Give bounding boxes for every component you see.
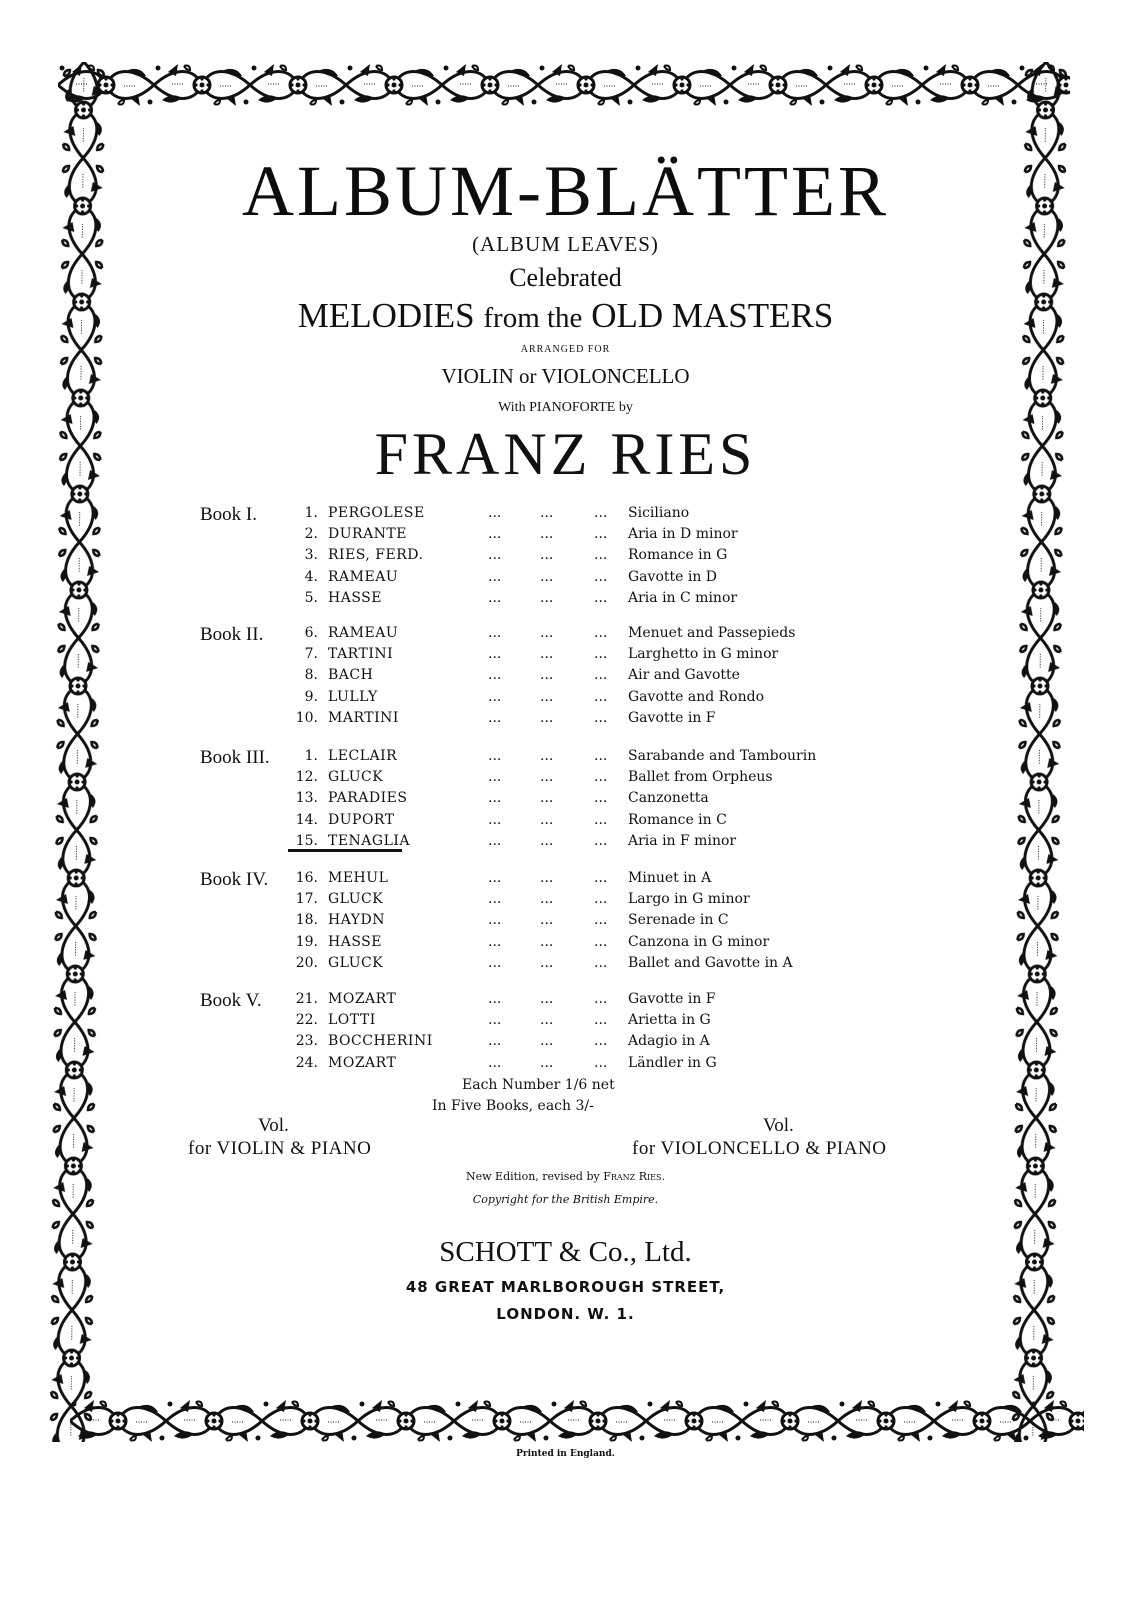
item-number: 21. <box>295 991 318 1007</box>
piece-title: Ballet and Gavotte in A <box>628 954 793 971</box>
leader-dots: ... <box>540 832 554 849</box>
leader-dots: ... <box>594 709 608 726</box>
leader-dots: ... <box>488 526 502 543</box>
arranger-name: FRANZ RIES <box>374 421 757 487</box>
composer-name: HAYDN <box>328 912 385 929</box>
piece-title: Gavotte in D <box>628 568 718 585</box>
composer-name: MARTINI <box>328 709 399 726</box>
vol-label-violin: Vol. <box>258 1115 289 1136</box>
leader-dots: ... <box>594 568 608 585</box>
leader-dots: ... <box>594 769 608 786</box>
leader-dots: ... <box>488 991 502 1007</box>
leader-dots: ... <box>594 790 608 807</box>
leader-dots: ... <box>594 933 608 950</box>
contents-row <box>0 1012 1131 1032</box>
composer-name: GLUCK <box>328 769 384 786</box>
book-label: Book II. <box>200 624 264 645</box>
leader-dots: ... <box>488 933 502 950</box>
leader-dots: ... <box>540 1012 554 1029</box>
publisher-name: SCHOTT & Co., Ltd. <box>439 1236 692 1268</box>
piece-title: Ländler in G <box>628 1054 717 1071</box>
contents-row <box>0 870 1131 890</box>
floral-vine-pattern-bottom <box>70 1398 1084 1442</box>
melodies-part2: from the <box>483 302 583 334</box>
edition-reviser: Franz Ries. <box>603 1170 665 1183</box>
piece-title: Canzona in G minor <box>628 933 770 950</box>
item-number: 23. <box>295 1033 318 1050</box>
pencil-underline-mark <box>288 849 402 852</box>
piece-title: Aria in C minor <box>628 589 738 606</box>
composer-name: LOTTI <box>328 1012 376 1029</box>
item-number: 9. <box>304 688 318 705</box>
vol-label-cello: Vol. <box>763 1115 794 1136</box>
leader-dots: ... <box>594 891 608 908</box>
contents-row <box>0 748 1131 768</box>
leader-dots: ... <box>540 991 554 1007</box>
celebrated-text: Celebrated <box>509 263 622 292</box>
item-number: 1. <box>304 505 318 521</box>
publisher-street: 48 GREAT MARLBOROUGH STREET, <box>405 1278 726 1296</box>
leader-dots: ... <box>488 568 502 585</box>
item-number: 18. <box>295 912 318 929</box>
leader-dots: ... <box>540 1054 554 1071</box>
composer-name: RIES, FERD. <box>328 547 424 564</box>
composer-name: BOCCHERINI <box>328 1033 433 1050</box>
leader-dots: ... <box>540 505 554 521</box>
item-number: 17. <box>295 891 318 908</box>
leader-dots: ... <box>540 870 554 886</box>
item-number: 2. <box>304 526 318 543</box>
leader-dots: ... <box>540 790 554 807</box>
piece-title: Romance in C <box>628 811 727 828</box>
leader-dots: ... <box>488 832 502 849</box>
leader-dots: ... <box>540 688 554 705</box>
piece-title: Siciliano <box>628 505 690 521</box>
contents-row <box>0 934 1131 954</box>
item-number: 7. <box>304 646 318 663</box>
book-label: Book I. <box>200 504 257 525</box>
piece-title: Gavotte and Rondo <box>628 688 765 705</box>
contents-row <box>0 1055 1131 1075</box>
item-number: 24. <box>295 1054 318 1071</box>
contents-row <box>0 955 1131 975</box>
item-number: 19. <box>295 933 318 950</box>
item-number: 8. <box>304 667 318 684</box>
leader-dots: ... <box>540 526 554 543</box>
piece-title: Largo in G minor <box>628 891 750 908</box>
composer-name: DUPORT <box>328 811 395 828</box>
leader-dots: ... <box>594 589 608 606</box>
melodies-heading <box>0 296 1131 336</box>
leader-dots: ... <box>594 912 608 929</box>
contents-row <box>0 590 1131 610</box>
piece-title: Gavotte in F <box>628 709 716 726</box>
leader-dots: ... <box>540 912 554 929</box>
leader-dots: ... <box>594 667 608 684</box>
edition-note <box>0 1170 1131 1183</box>
item-number: 13. <box>295 790 318 807</box>
contents-row <box>0 547 1131 567</box>
contents-row <box>0 710 1131 730</box>
leader-dots: ... <box>488 1012 502 1029</box>
contents-row <box>0 833 1131 853</box>
leader-dots: ... <box>594 870 608 886</box>
composer-name: MOZART <box>328 1054 397 1071</box>
leader-dots: ... <box>488 646 502 663</box>
leader-dots: ... <box>594 1012 608 1029</box>
piece-title: Arietta in G <box>628 1012 711 1029</box>
contents-row <box>0 912 1131 932</box>
contents-row <box>0 646 1131 666</box>
edition-text: New Edition, revised by <box>466 1170 600 1183</box>
leader-dots: ... <box>594 505 608 521</box>
contents-row <box>0 505 1131 525</box>
book-label: Book III. <box>200 747 270 768</box>
leader-dots: ... <box>540 589 554 606</box>
item-number: 3. <box>304 547 318 564</box>
composer-name: MOZART <box>328 991 397 1007</box>
composer-name: DURANTE <box>328 526 407 543</box>
leader-dots: ... <box>488 870 502 886</box>
contents-row <box>0 991 1131 1011</box>
composer-name: PARADIES <box>328 790 408 807</box>
leader-dots: ... <box>594 954 608 971</box>
composer-name: RAMEAU <box>328 568 399 585</box>
leader-dots: ... <box>594 688 608 705</box>
leader-dots: ... <box>594 526 608 543</box>
leader-dots: ... <box>540 568 554 585</box>
composer-name: RAMEAU <box>328 625 399 641</box>
with-pianoforte-text: With PIANOFORTE by <box>498 400 633 415</box>
leader-dots: ... <box>540 954 554 971</box>
composer-name: BACH <box>328 667 374 684</box>
piece-title: Larghetto in G minor <box>628 646 779 663</box>
item-number: 20. <box>295 954 318 971</box>
arranged-for-text: ARRANGED FOR <box>520 344 611 355</box>
leader-dots: ... <box>594 547 608 564</box>
leader-dots: ... <box>488 811 502 828</box>
composer-name: TENAGLIA <box>328 832 411 849</box>
composer-name: GLUCK <box>328 954 384 971</box>
leader-dots: ... <box>594 1033 608 1050</box>
leader-dots: ... <box>488 688 502 705</box>
piece-title: Sarabande and Tambourin <box>628 748 817 764</box>
contents-row <box>0 526 1131 546</box>
copyright-note: Copyright for the British Empire. <box>472 1193 659 1206</box>
contents-row <box>0 625 1131 645</box>
leader-dots: ... <box>488 912 502 929</box>
leader-dots: ... <box>594 625 608 641</box>
item-number: 15. <box>295 832 318 849</box>
melodies-part1: MELODIES <box>297 296 475 335</box>
piece-title: Air and Gavotte <box>628 667 740 684</box>
contents-row <box>0 769 1131 789</box>
leader-dots: ... <box>488 667 502 684</box>
contents-row <box>0 667 1131 687</box>
leader-dots: ... <box>488 769 502 786</box>
main-title: ALBUM-BLÄTTER <box>242 151 889 231</box>
piece-title: Aria in D minor <box>628 526 738 543</box>
contents-row <box>0 1033 1131 1053</box>
floral-vine-pattern-top <box>58 62 1070 108</box>
item-number: 16. <box>295 870 318 886</box>
item-number: 5. <box>304 589 318 606</box>
item-number: 6. <box>304 625 318 641</box>
contents-row <box>0 689 1131 709</box>
composer-name: GLUCK <box>328 891 384 908</box>
leader-dots: ... <box>540 547 554 564</box>
subtitle: (ALBUM LEAVES) <box>472 232 659 256</box>
melodies-part3: OLD MASTERS <box>591 296 834 335</box>
composer-name: PERGOLESE <box>328 505 425 521</box>
piece-title: Canzonetta <box>628 790 709 807</box>
leader-dots: ... <box>540 1033 554 1050</box>
price-five-books: In Five Books, each 3/- <box>432 1098 594 1114</box>
ornamental-border-top <box>58 62 1070 108</box>
leader-dots: ... <box>488 891 502 908</box>
leader-dots: ... <box>540 933 554 950</box>
item-number: 12. <box>295 769 318 786</box>
piece-title: Menuet and Passepieds <box>628 625 796 641</box>
leader-dots: ... <box>488 709 502 726</box>
leader-dots: ... <box>540 646 554 663</box>
composer-name: HASSE <box>328 589 382 606</box>
violin-piano-label: for VIOLIN & PIANO <box>188 1138 372 1159</box>
publisher-city: LONDON. W. 1. <box>496 1305 635 1323</box>
price-each-number: Each Number 1/6 net <box>462 1077 615 1093</box>
leader-dots: ... <box>540 748 554 764</box>
leader-dots: ... <box>594 991 608 1007</box>
piece-title: Ballet from Orpheus <box>628 769 773 786</box>
leader-dots: ... <box>540 811 554 828</box>
cello-piano-label: for VIOLONCELLO & PIANO <box>632 1138 887 1159</box>
leader-dots: ... <box>594 748 608 764</box>
leader-dots: ... <box>540 891 554 908</box>
printed-in-note: Printed in England. <box>516 1449 615 1459</box>
composer-name: TARTINI <box>328 646 394 663</box>
item-number: 10. <box>295 709 318 726</box>
item-number: 4. <box>304 568 318 585</box>
leader-dots: ... <box>488 589 502 606</box>
piece-title: Minuet in A <box>628 870 712 886</box>
leader-dots: ... <box>594 832 608 849</box>
piece-title: Gavotte in F <box>628 991 716 1007</box>
leader-dots: ... <box>594 811 608 828</box>
piece-title: Aria in F minor <box>628 832 737 849</box>
item-number: 1. <box>304 748 318 764</box>
leader-dots: ... <box>488 748 502 764</box>
composer-name: MEHUL <box>328 870 389 886</box>
piece-title: Romance in G <box>628 547 728 564</box>
book-label: Book IV. <box>200 869 269 890</box>
leader-dots: ... <box>488 505 502 521</box>
leader-dots: ... <box>488 1054 502 1071</box>
instruments-text: VIOLIN or VIOLONCELLO <box>441 364 690 388</box>
book-label: Book V. <box>200 990 262 1011</box>
composer-name: LULLY <box>328 688 378 705</box>
contents-row <box>0 891 1131 911</box>
leader-dots: ... <box>540 667 554 684</box>
contents-row <box>0 569 1131 589</box>
piece-title: Adagio in A <box>628 1033 710 1050</box>
piece-title: Serenade in C <box>628 912 729 929</box>
leader-dots: ... <box>488 547 502 564</box>
composer-name: HASSE <box>328 933 382 950</box>
leader-dots: ... <box>594 1054 608 1071</box>
leader-dots: ... <box>540 709 554 726</box>
leader-dots: ... <box>488 954 502 971</box>
ornamental-border-bottom <box>70 1398 1084 1442</box>
leader-dots: ... <box>488 1033 502 1050</box>
item-number: 14. <box>295 811 318 828</box>
item-number: 22. <box>295 1012 318 1029</box>
contents-row <box>0 790 1131 810</box>
leader-dots: ... <box>488 790 502 807</box>
leader-dots: ... <box>540 769 554 786</box>
contents-row <box>0 812 1131 832</box>
leader-dots: ... <box>540 625 554 641</box>
leader-dots: ... <box>594 646 608 663</box>
composer-name: LECLAIR <box>328 748 398 764</box>
leader-dots: ... <box>488 625 502 641</box>
